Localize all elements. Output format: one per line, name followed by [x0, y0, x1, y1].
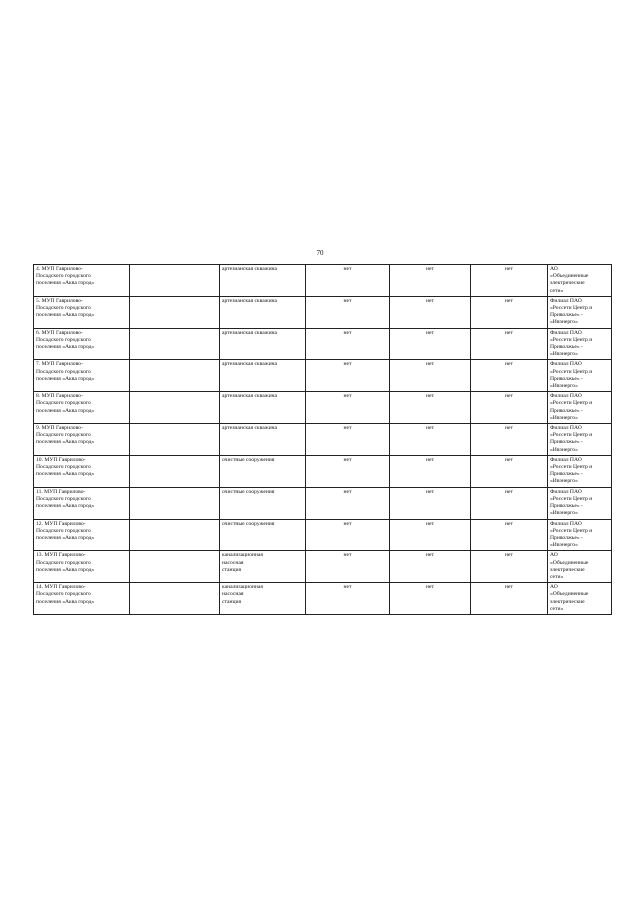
blank-cell	[130, 519, 220, 551]
status-cell-1: нет	[306, 265, 390, 297]
facility-type-cell: артезианская скважина	[220, 296, 306, 328]
blank-cell	[130, 360, 220, 392]
status-cell-2: нет	[390, 296, 471, 328]
status-cell-2: нет	[390, 519, 471, 551]
blank-cell	[130, 551, 220, 583]
status-cell-3: нет	[471, 265, 548, 297]
supplier-cell: Филиал ПАО «Россети Центр и Приволжье» - «Ивэнерго»	[548, 296, 612, 328]
status-cell-2: нет	[390, 455, 471, 487]
supplier-cell: АО «Объединенные электрические сети»	[548, 265, 612, 297]
supplier-cell: Филиал ПАО «Россети Центр и Приволжье» - «Ивэнерго»	[548, 519, 612, 551]
status-cell-3: нет	[471, 392, 548, 424]
status-cell-2: нет	[390, 265, 471, 297]
supplier-cell: АО «Объединенные электрические сети»	[548, 551, 612, 583]
status-cell-1: нет	[306, 551, 390, 583]
status-cell-3: нет	[471, 519, 548, 551]
facility-type-cell: артезианская скважина	[220, 392, 306, 424]
status-cell-2: нет	[390, 487, 471, 519]
table-row	[34, 360, 612, 392]
facility-type-cell: артезианская скважина	[220, 424, 306, 456]
status-cell-2: нет	[390, 392, 471, 424]
supplier-cell: Филиал ПАО «Россети Центр и Приволжье» - «Ивэнерго»	[548, 392, 612, 424]
supplier-cell: Филиал ПАО «Россети Центр и Приволжье» - «Ивэнерго»	[548, 487, 612, 519]
table-row	[34, 296, 612, 328]
facility-type-cell: очистные сооружения	[220, 455, 306, 487]
status-cell-1: нет	[306, 296, 390, 328]
table-row	[34, 583, 612, 615]
status-cell-3: нет	[471, 328, 548, 360]
owner-cell: 12. МУП Гаврилово- Посадского городского поселения «Аква город»	[34, 519, 130, 551]
status-cell-1: нет	[306, 360, 390, 392]
owner-cell: 5. МУП Гаврилово- Посадского городского поселения «Аква город»	[34, 296, 130, 328]
status-cell-3: нет	[471, 583, 548, 615]
owner-cell: 13. МУП Гаврилово- Посадского городского поселения «Аква город»	[34, 551, 130, 583]
table-row	[34, 265, 612, 297]
owner-cell: 4. МУП Гаврилово- Посадского городского поселения «Аква город»	[34, 265, 130, 297]
table-row	[34, 519, 612, 551]
status-cell-1: нет	[306, 424, 390, 456]
table-row	[34, 424, 612, 456]
blank-cell	[130, 265, 220, 297]
facility-type-cell: очистные сооружения	[220, 519, 306, 551]
status-cell-1: нет	[306, 583, 390, 615]
status-cell-1: нет	[306, 392, 390, 424]
status-cell-2: нет	[390, 360, 471, 392]
table-row	[34, 328, 612, 360]
status-cell-3: нет	[471, 424, 548, 456]
supplier-cell: Филиал ПАО «Россети Центр и Приволжье» - «Ивэнерго»	[548, 424, 612, 456]
blank-cell	[130, 296, 220, 328]
owner-cell: 11. МУП Гаврилово- Посадского городского поселения «Аква город»	[34, 487, 130, 519]
facility-type-cell: очистные сооружения	[220, 487, 306, 519]
status-cell-2: нет	[390, 328, 471, 360]
blank-cell	[130, 424, 220, 456]
owner-cell: 6. МУП Гаврилово- Посадского городского поселения «Аква город»	[34, 328, 130, 360]
facility-type-cell: артезианская скважина	[220, 265, 306, 297]
supplier-cell: Филиал ПАО «Россети Центр и Приволжье» - «Ивэнерго»	[548, 360, 612, 392]
status-cell-1: нет	[306, 519, 390, 551]
table-row	[34, 551, 612, 583]
status-cell-1: нет	[306, 455, 390, 487]
status-cell-2: нет	[390, 551, 471, 583]
status-cell-1: нет	[306, 487, 390, 519]
status-cell-2: нет	[390, 583, 471, 615]
status-cell-3: нет	[471, 296, 548, 328]
owner-cell: 10. МУП Гаврилово- Посадского городского поселения «Аква город»	[34, 455, 130, 487]
status-cell-3: нет	[471, 551, 548, 583]
supplier-cell: АО «Объединенные электрические сети»	[548, 583, 612, 615]
status-cell-3: нет	[471, 360, 548, 392]
facilities-table	[33, 264, 612, 615]
facilities-table-body	[34, 265, 612, 615]
supplier-cell: Филиал ПАО «Россети Центр и Приволжье» - «Ивэнерго»	[548, 455, 612, 487]
table-row	[34, 487, 612, 519]
blank-cell	[130, 328, 220, 360]
facility-type-cell: артезианская скважина	[220, 328, 306, 360]
table-row	[34, 455, 612, 487]
table-row	[34, 392, 612, 424]
status-cell-2: нет	[390, 424, 471, 456]
facility-type-cell: канализационная насосная станция	[220, 583, 306, 615]
facility-type-cell: канализационная насосная станция	[220, 551, 306, 583]
facility-type-cell: артезианская скважина	[220, 360, 306, 392]
supplier-cell: Филиал ПАО «Россети Центр и Приволжье» - «Ивэнерго»	[548, 328, 612, 360]
owner-cell: 9. МУП Гаврилово- Посадского городского поселения «Аква город»	[34, 424, 130, 456]
blank-cell	[130, 487, 220, 519]
blank-cell	[130, 583, 220, 615]
status-cell-1: нет	[306, 328, 390, 360]
page-number: 70	[316, 249, 324, 257]
owner-cell: 7. МУП Гаврилово- Посадского городского поселения «Аква город»	[34, 360, 130, 392]
blank-cell	[130, 392, 220, 424]
blank-cell	[130, 455, 220, 487]
owner-cell: 8. МУП Гаврилово- Посадского городского поселения «Аква город»	[34, 392, 130, 424]
status-cell-3: нет	[471, 487, 548, 519]
status-cell-3: нет	[471, 455, 548, 487]
owner-cell: 14. МУП Гаврилово- Посадского городского поселения «Аква город»	[34, 583, 130, 615]
